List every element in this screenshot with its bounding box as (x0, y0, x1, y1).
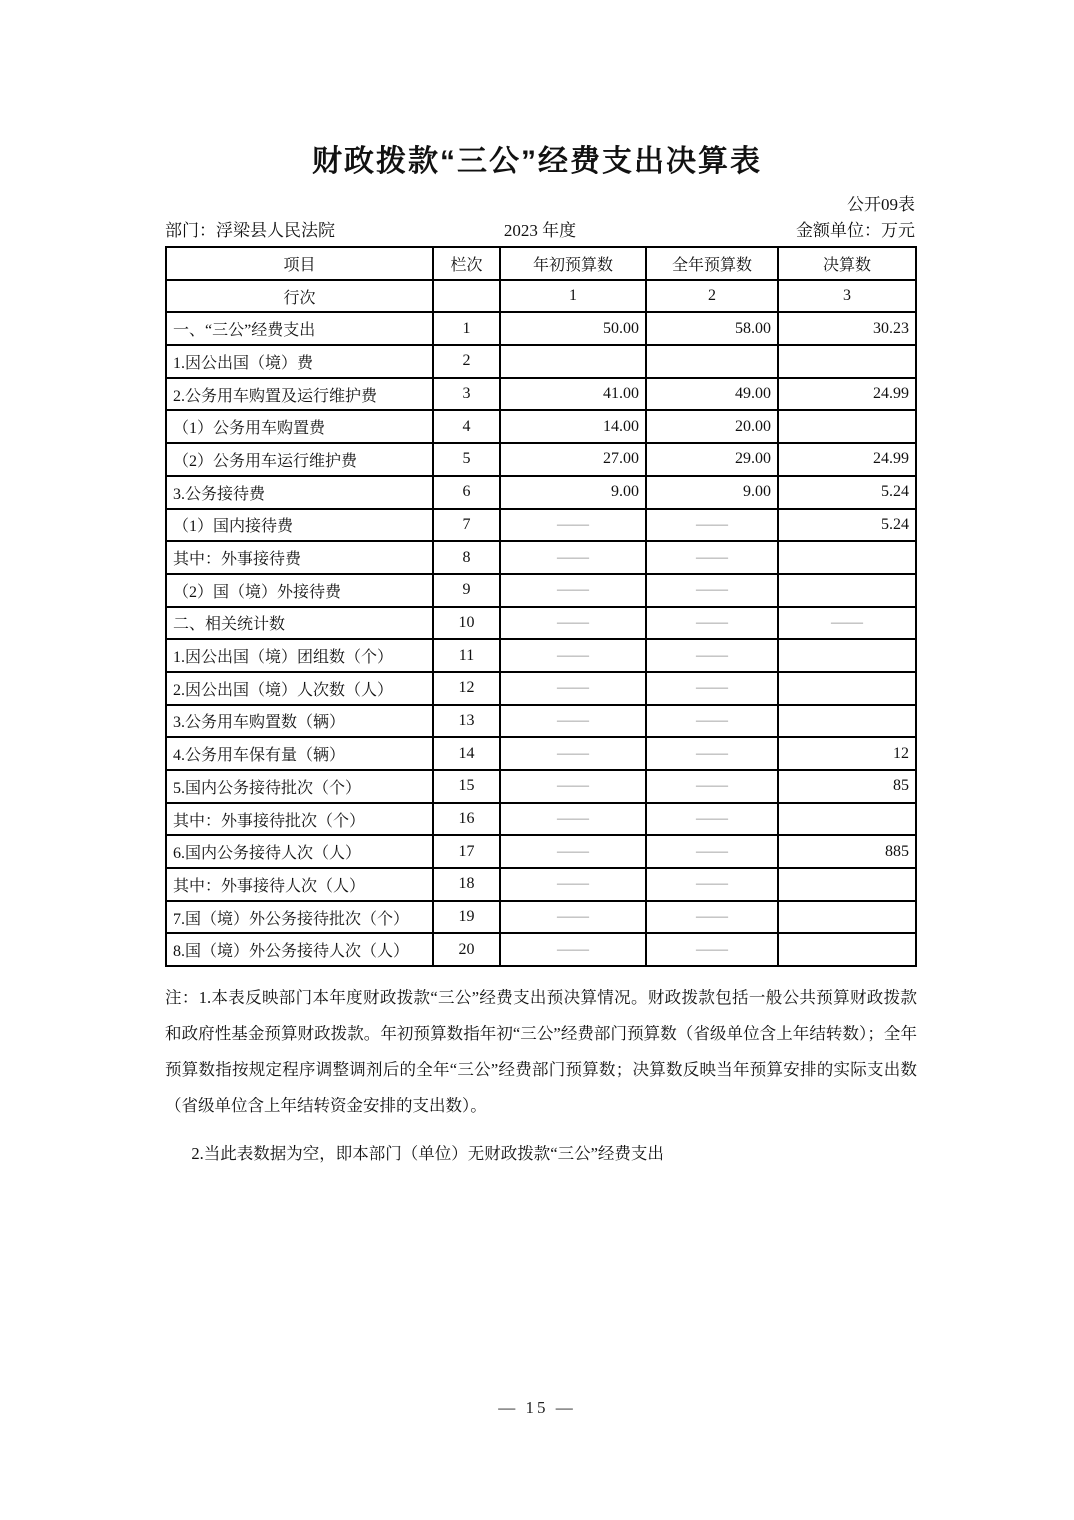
cell-line-number: 11 (433, 639, 500, 672)
header-cell: 栏次 (433, 247, 500, 280)
table-row (166, 476, 916, 509)
cell-line-number: 3 (433, 378, 500, 411)
table-row (166, 803, 916, 836)
note-2: 2.当此表数据为空，即本部门（单位）无财政拨款“三公”经费支出 (191, 1144, 664, 1163)
cell-line-number: 14 (433, 737, 500, 770)
cell-item: 2.公务用车购置及运行维护费 (166, 378, 433, 411)
cell-final-account (778, 868, 916, 901)
table-row (166, 443, 916, 476)
cell-full-year-budget: —— (646, 672, 778, 705)
cell-final-account (778, 933, 916, 966)
header-row (166, 247, 916, 280)
cell-line-number: 15 (433, 770, 500, 803)
cell-item: 其中：外事接待费 (166, 541, 433, 574)
cell-full-year-budget: 20.00 (646, 410, 778, 443)
cell-final-account: 5.24 (778, 509, 916, 542)
table-row (166, 737, 916, 770)
notes-block (165, 980, 917, 1172)
cell-final-account (778, 639, 916, 672)
table-row (166, 672, 916, 705)
table-row (166, 901, 916, 934)
cell-initial-budget: —— (500, 868, 646, 901)
cell-initial-budget: 50.00 (500, 312, 646, 345)
cell-initial-budget: —— (500, 639, 646, 672)
cell-initial-budget: —— (500, 933, 646, 966)
subheader-cell: 1 (500, 280, 646, 313)
table-row (166, 639, 916, 672)
cell-initial-budget: 9.00 (500, 476, 646, 509)
subheader-cell: 3 (778, 280, 916, 313)
cell-item: 其中：外事接待批次（个） (166, 803, 433, 836)
cell-full-year-budget: —— (646, 770, 778, 803)
subheader-cell (433, 280, 500, 313)
cell-final-account (778, 901, 916, 934)
table-row (166, 607, 916, 640)
table-row (166, 509, 916, 542)
subheader-row (166, 280, 916, 313)
cell-full-year-budget: —— (646, 933, 778, 966)
cell-initial-budget: —— (500, 803, 646, 836)
cell-item: 1.因公出国（境）团组数（个） (166, 639, 433, 672)
table-row (166, 868, 916, 901)
cell-full-year-budget: —— (646, 509, 778, 542)
header-cell: 决算数 (778, 247, 916, 280)
table-row (166, 770, 916, 803)
note-1: 注：1.本表反映部门本年度财政拨款“三公”经费支出预决算情况。财政拨款包括一般公共预算财政拨款和政府性基金预算财政拨款。年初预算数指年初“三公”经费部门预算数（省级单位含上年结转数）；全年预算数指按规定程序调整调剂后的全年“三公”经费部门预算数；决算数反映当年预算安排的实际支出数（省级单位含上年结转资金安排的支出数）。 (165, 988, 917, 1115)
cell-item: 2.因公出国（境）人次数（人） (166, 672, 433, 705)
cell-item: 6.国内公务接待人次（人） (166, 835, 433, 868)
cell-line-number: 13 (433, 705, 500, 738)
cell-item: （2）国（境）外接待费 (166, 574, 433, 607)
table-row (166, 378, 916, 411)
table-label: 公开09表 (847, 195, 915, 214)
cell-full-year-budget: —— (646, 835, 778, 868)
cell-final-account (778, 672, 916, 705)
cell-line-number: 16 (433, 803, 500, 836)
department-label: 部门：浮梁县人民法院 (165, 221, 335, 240)
meta-row (165, 216, 915, 240)
year-label: 2023 年度 (503, 221, 577, 240)
cell-item: 5.国内公务接待批次（个） (166, 770, 433, 803)
cell-line-number: 8 (433, 541, 500, 574)
expense-table-body (166, 247, 916, 966)
cell-initial-budget: —— (500, 574, 646, 607)
cell-full-year-budget: —— (646, 639, 778, 672)
cell-line-number: 2 (433, 345, 500, 378)
cell-line-number: 18 (433, 868, 500, 901)
cell-final-account (778, 803, 916, 836)
cell-item: 一、“三公”经费支出 (166, 312, 433, 345)
subheader-cell: 行次 (166, 280, 433, 313)
table-row (166, 345, 916, 378)
cell-final-account (778, 705, 916, 738)
page-number: — 15 — (498, 1398, 576, 1417)
table-row (166, 835, 916, 868)
cell-line-number: 17 (433, 835, 500, 868)
cell-line-number: 9 (433, 574, 500, 607)
cell-item: 3.公务接待费 (166, 476, 433, 509)
cell-item: 3.公务用车购置数（辆） (166, 705, 433, 738)
cell-line-number: 10 (433, 607, 500, 640)
cell-line-number: 6 (433, 476, 500, 509)
cell-final-account: 885 (778, 835, 916, 868)
cell-item: （1）公务用车购置费 (166, 410, 433, 443)
cell-initial-budget: —— (500, 672, 646, 705)
table-row (166, 933, 916, 966)
cell-initial-budget: 41.00 (500, 378, 646, 411)
cell-final-account: 5.24 (778, 476, 916, 509)
cell-item: （2）公务用车运行维护费 (166, 443, 433, 476)
cell-item: 7.国（境）外公务接待批次（个） (166, 901, 433, 934)
header-cell: 全年预算数 (646, 247, 778, 280)
page-title: 财政拨款“三公”经费支出决算表 (312, 145, 762, 178)
cell-line-number: 19 (433, 901, 500, 934)
cell-initial-budget: —— (500, 541, 646, 574)
cell-line-number: 7 (433, 509, 500, 542)
header-cell: 年初预算数 (500, 247, 646, 280)
cell-final-account (778, 345, 916, 378)
cell-full-year-budget: —— (646, 901, 778, 934)
cell-full-year-budget: —— (646, 868, 778, 901)
cell-initial-budget: —— (500, 705, 646, 738)
cell-full-year-budget: —— (646, 541, 778, 574)
cell-initial-budget: 27.00 (500, 443, 646, 476)
cell-full-year-budget: —— (646, 607, 778, 640)
cell-full-year-budget (646, 345, 778, 378)
cell-full-year-budget: 49.00 (646, 378, 778, 411)
cell-item: （1）国内接待费 (166, 509, 433, 542)
cell-final-account (778, 541, 916, 574)
cell-final-account (778, 410, 916, 443)
cell-initial-budget: —— (500, 737, 646, 770)
cell-final-account: 85 (778, 770, 916, 803)
table-row (166, 574, 916, 607)
cell-item: 8.国（境）外公务接待人次（人） (166, 933, 433, 966)
cell-initial-budget: —— (500, 835, 646, 868)
table-row (166, 705, 916, 738)
unit-label: 金额单位：万元 (796, 221, 915, 240)
cell-line-number: 1 (433, 312, 500, 345)
cell-initial-budget: —— (500, 901, 646, 934)
cell-full-year-budget: —— (646, 803, 778, 836)
table-row (166, 541, 916, 574)
cell-line-number: 5 (433, 443, 500, 476)
cell-item: 4.公务用车保有量（辆） (166, 737, 433, 770)
cell-final-account (778, 574, 916, 607)
table-row (166, 410, 916, 443)
cell-initial-budget: —— (500, 770, 646, 803)
cell-final-account: 24.99 (778, 378, 916, 411)
cell-full-year-budget: 58.00 (646, 312, 778, 345)
cell-item: 其中：外事接待人次（人） (166, 868, 433, 901)
table-row (166, 312, 916, 345)
cell-final-account: —— (778, 607, 916, 640)
expense-table (165, 246, 917, 967)
cell-full-year-budget: 9.00 (646, 476, 778, 509)
cell-final-account: 24.99 (778, 443, 916, 476)
cell-line-number: 12 (433, 672, 500, 705)
cell-full-year-budget: —— (646, 574, 778, 607)
cell-full-year-budget: —— (646, 705, 778, 738)
cell-initial-budget: —— (500, 607, 646, 640)
cell-item: 1.因公出国（境）费 (166, 345, 433, 378)
cell-full-year-budget: 29.00 (646, 443, 778, 476)
cell-initial-budget: —— (500, 509, 646, 542)
cell-final-account: 12 (778, 737, 916, 770)
cell-final-account: 30.23 (778, 312, 916, 345)
cell-full-year-budget: —— (646, 737, 778, 770)
cell-item: 二、相关统计数 (166, 607, 433, 640)
cell-line-number: 4 (433, 410, 500, 443)
cell-initial-budget (500, 345, 646, 378)
header-cell: 项目 (166, 247, 433, 280)
cell-line-number: 20 (433, 933, 500, 966)
cell-initial-budget: 14.00 (500, 410, 646, 443)
subheader-cell: 2 (646, 280, 778, 313)
